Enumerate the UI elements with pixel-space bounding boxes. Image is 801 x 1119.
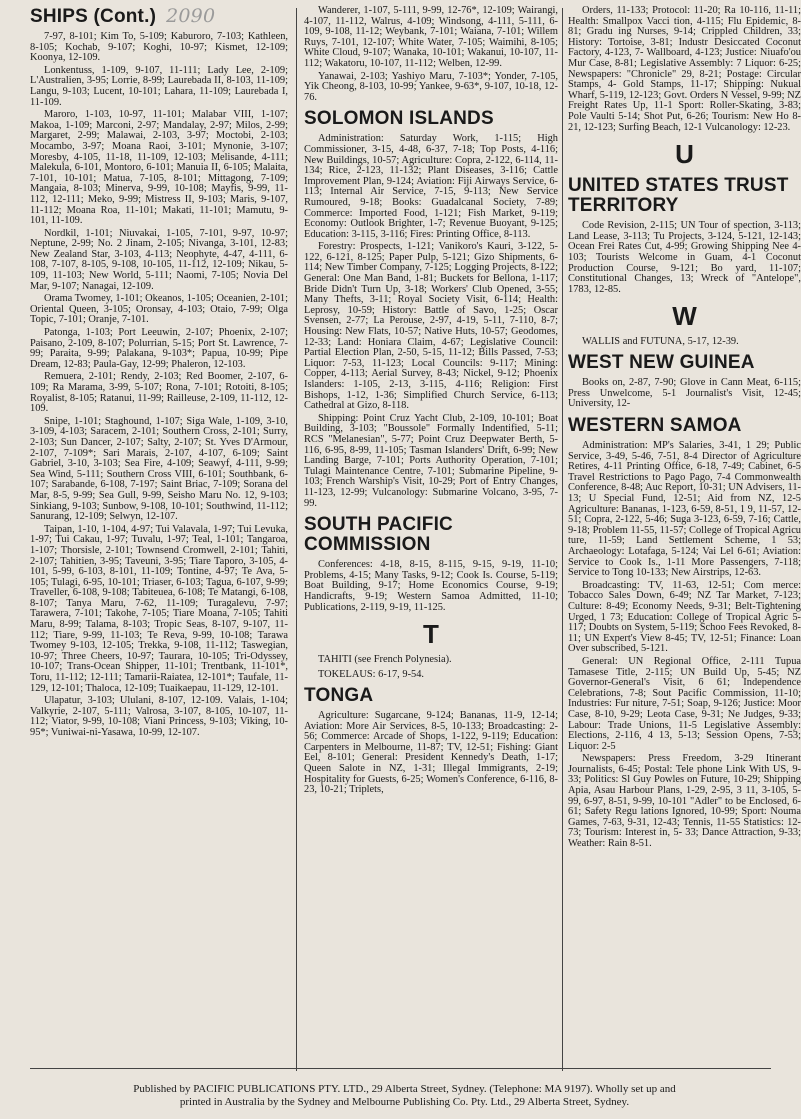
solomon-heading: SOLOMON ISLANDS bbox=[304, 108, 494, 130]
solomon-paragraph: Forestry: Prospects, 1-121; Vanikoro's Kauri, 3-122, 5-122, 6-121, 8-125; Paper Pulp, 5-121; Gizo Shipments, 6-114; New Timber Company, 7-125; Logging Projects, 8-122; General: One Man Band, 1-81; Buckets for Bellona, 1-117; Bride Didn't Turn Up, 3-18; Workers' Club Opened, 3-55; Many Thefts, 3-11; Royal Society Visit, 6-114; Health: Leprosy, 10-59; History: Battle of Savo, 1-25; Oscar Svensen, 2-77; La Perouse, 2-97, 4-19, 5-11, 7-110, 8-7; Housing: New Flats, 10-57; Native Huts, 10-57; Geodomes, 12-33; Land: Honiara Claim, 4-67; Legislative Council: Partial Election Plan, 2-50, 5-15, 11-12; Bills Passed, 7-53; Liquor: 7-53, 11-123; Local Councils: 9-117; Mining: Copper, 4-113; Aerial Survey, 8-43; Nickel, 9-12; Phoenix Islanders: 1-105, 2-13, 3-115, 4-116; Religion: First Bishops, 1-12, 1-36; Simplified Church Service, 6-113; Cathedral at Gizo, 8-118. bbox=[304, 241, 558, 412]
ships-paragraph: Lonkentuss, 1-109, 9-107, 11-111; Lady Lee, 2-109; L'Australien, 3-95; Lorrie, 8-99; Laurebada II, 8-103, 11-109; Langu, 9-103; Lucent, 10-101; Lahara, 11-109; Laurebada I, 11-109. bbox=[30, 64, 288, 108]
solomon-paragraph: Shipping: Point Cruz Yacht Club, 2-109, 10-101; Boat Building, 3-103; "Boussole" Formally Indentified, 5-11; RCS "Melanesian", 5-77; Point Cruz Deepwater Berth, 5-116, 6-95, 8-99, 11-105; Tasman Islanders' Drift, 6-99; New Landing Barge, 7-101; Ports Authority Operation, 7-101; Tulagi Maintenance Centre, 7-101; Submarine Pipeline, 9-103; French Warship's Visit, 10-29; Port of Entry Changes, 11-123, 12-99; Vulcanology: Submarine Volcano, 3-95, 7-99. bbox=[304, 412, 558, 509]
column-divider bbox=[296, 8, 297, 1071]
tahiti-entry: TAHITI (see French Polynesia). bbox=[318, 654, 452, 666]
wsamoa-paragraph: Administration: MP's Salaries, 3-41, 1 29; Public Service, 3-49, 5-46, 7-51, 8-4 Director of Agriculture Retires, 4-11 Printing Office, 6-18, 7-49; Cabinet, 6-5 Travel Restrictions to Pago Pago, 7-4 Commonwealth Conference, 8-48; Auc Report, 10-31; UN Advisers, 11-13; U Special Fund, 12-51; Aid from NZ, 12-5 Agriculture: Bananas, 1-123, 6-59, 8-51, 1 9, 11-57, 12-51; Copra, 2-122, 5-46; Suga 3-123, 6-59, 7-16; Cattle, 9-18; Problem 11-55, 11-57; College of Tropical Agricu ture, 11-59; Land Settlement Scheme, 1 53; Archaeology: Lotafaga, 5-124; Vai Lel 6-61; Aviation: Service to Cook Is., 1-11 More Passengers, 7-118; Service to Tong 10-133; New Airstrips, 12-63. bbox=[568, 440, 801, 579]
ships-paragraph: Ulapatur, 3-103; Ululani, 8-107, 12-109. Valais, 1-104; Valkyrie, 2-107, 5-111; Valrosa, 3-107, 8-105, 10-107, 11-112; Viator, 9-99, 10-108; Viani Princess, 9-103; Viking, 10-95*; Vuniwai-ni-Yasawa, 10-99, 12-107. bbox=[30, 695, 288, 738]
column-3 bbox=[568, 6, 801, 1067]
wsamoa-paragraph: Broadcasting: TV, 11-63, 12-51; Com merce: Tobacco Sales Down, 6-49; NZ Tar Market, 7-123; Culture: 8-49; Economy Needs, 9-31; Belt-Tightening Urged, 1 73; Education: College of Tropical Agric 5-117; Doubts on System, 5-119; Schoo Fees Revoked, 8-11; UN Expert's View 8-45; TV, 12-51; Finance: Loan Over subscribed, 5-121. bbox=[568, 579, 801, 655]
tonga-continued-paragraph: Orders, 11-133; Protocol: 11-20; Ra 10-116, 11-11; Health: Smallpox Vacci tion, 4-115; Flu Epidemic, 8-81; Gradu ing Nurses, 9-14; Crippled Children, 33; History: Tortoise, 3-81; Industr Desiccated Coconut Factory, 4-123, 7- Wallboard, 4-123; Justice: Niuafo'ou Mur Case, 8-81; Legislative Assembly: 7 Liquor: 6-25; Newspapers: "Chronicle" 29, 8-21; Postage: Circular Stamps, 4- Gold Stamps, 11-17; Shipping: Nukual Wharf, 5-119, 12-123; Govt. Orders N Vessel, 9-99; NZ Freight Rates Up, 11-1 Sport: Roller-Skating, 3-83; Pole Vaulti 5-14; Shot Put, 6-26; Tourism: New Ho 8-21, 12-123; Surfing Beach, 12-1 Vulcanology: 12-23. bbox=[568, 6, 801, 133]
letter-w-divider: W bbox=[672, 301, 697, 332]
ships-paragraph: Taipan, 1-10, 1-104, 4-97; Tui Valavala, 1-97; Tui Levuka, 1-97; Tui Cakau, 1-97; Tuvalu, 1-97; Teal, 1-101; Tangaroa, 1-107; Thorsisle, 2-101; Townsend Cromwell, 2-101; Tahiti, 2-107; Tahitien, 3-95; Taveuni, 3-95; Tiare Taporo, 3-105, 4-101, 5-99, 6-103, 8-101, 11-109; Tontine, 4-97; Te Ava, 5-105; Tulagi, 6-95, 10-101; Triaser, 6-103; Tagua, 6-107, 9-99; Traveller, 6-108, 9-108; Tabiteuea, 6-108; Te Matangi, 6-108, 8-107; Tanya Maru, 7-62, 11-109; Turagalevu, 7-97; Tarawera, 7-101; Takohe, 7-105; Tiare Moana, 7-105; Tahiti Maru, 8-99; Talama, 8-103; Tropic Seas, 8-107, 9-107, 11-112; Tiare, 9-99, 11-103; Te Reva, 9-99, 10-108; Tarawa Twomey 9-103, 12-105; Trekka, 9-108, 11-112; Taswegian, 10-97; Three Cheers, 10-97; Taurara, 10-105; Tri-Odyssey, 10-107; Trans-Ocean Shipper, 11-101; Trentbank, 11-101*, Toru, 11-112; 12-111; Tamarii-Raiatea, 12-101*; Taufale, 11-129, 12-101; Thaloca, 12-109; Tuaikaepau, 11-129, 12-101. bbox=[30, 523, 288, 694]
wsamoa-paragraph: General: UN Regional Office, 2-111 Tupua Tamasese Title, 2-115; UN Build Up, 5-45; NZ Governor-General's Visit, 6 61; Independence Celebrations, 7-8; Sout Pacific Commission, 11-10; Industries: Fur niture, 7-51; Soap, 9-126; Justice: Moor Case, 8-10, 9-29; Leota Case, 9-31; Ne Judges, 9-33; Labour: Trade Unions, 11-5 Legislative Assembly: Elections, 2-116, 4 13, 5-13; Session Opens, 7-53; Liquor: 2-5 bbox=[568, 655, 801, 752]
handwritten-note: 2090 bbox=[166, 6, 216, 27]
column-2 bbox=[304, 6, 558, 1067]
wallis-entry: WALLIS and FUTUNA, 5-17, 12-39. bbox=[582, 336, 739, 348]
ships-paragraph: Maroro, 1-103, 10-97, 11-101; Malabar VIII, 1-107; Makoa, 1-109; Marconi, 2-97; Mandalay, 2-97; Milos, 2-99; Margaret, 2-99; Malawai, 2-103, 3-97; Moctobi, 2-103; Mocambo, 3-97; Moana Raoi, 3-101; Mynonie, 3-107; Moresby, 4-105, 11-18, 11-109, 12-103; Melisande, 4-111; Malekula, 6-101, Montoro, 6-101; Manuia II, 6-105; Malaita, 7-101, 10-101; Matua, 7-105, 8-101; Mittagong, 7-109; Mangaia, 8-103; Minerva, 9-99, 10-108; Mayfis, 9-99, 11-112, 12-111; Meko, 9-99; Mistress II, 9-103; Maris, 9-107, 11-112; Moana Roa, 11-101; Makati, 11-101; Mamutu, 9-101, 11-109. bbox=[30, 109, 288, 227]
publisher-footer bbox=[38, 1083, 771, 1109]
column-1 bbox=[30, 6, 288, 1067]
wsamoa-paragraph: Newspapers: Press Freedom, 3-29 Itinerant Journalists, 6-45; Postal: Tele phone Link With US, 9-33; Politics: Sl Guy Powles on Future, 10-29; Shipping Apia, Asau Harbour Plans, 1-29, 2-95, 3 11, 3-105, 5-99, 6-97, 8-51, 9-99, 10-101 "Adler" to be Enclosed, 6-61; Safety Regu lations Ignored, 10-99; Sport: Nouma Games, 7-63, 9-31, 12-43; Tennis, 11-55 Statistics: 12-73; Tourism: Interest in, 5- 33; Dance Attraction, 9-33; Weather: Rain 8-51. bbox=[568, 753, 801, 850]
wsamoa-heading: WESTERN SAMOA bbox=[568, 415, 742, 437]
tokelaus-entry: TOKELAUS: 6-17, 9-54. bbox=[318, 669, 425, 681]
footer-line-1: Published by PACIFIC PUBLICATIONS PTY. LTD., 29 Alberta Street, Sydney. (Telephone: MA 9197). Wholly set up and bbox=[133, 1083, 676, 1095]
ships-heading: SHIPS (Cont.) bbox=[30, 6, 157, 27]
tonga-paragraph: Agriculture: Sugarcane, 9-124; Bananas, 11-9, 12-14; Aviation: More Air Services, 8-5, 10-133; Broadcasting: 2-56; Commerce: Arcade of Shops, 1-122, 9-119; Education: Carpenters in Melbourne, 11-87; TV, 12-51; Fishing: Giant Eel, 8-101; General: President Kennedy's Death, 1-17; Queen Salote in NZ, 1-31; Illegal Immigrants, 2-19; Hospitality for Guests, 6-25; Women's Conference, 6-116, 8-23, 10-21; Triplets, bbox=[304, 710, 558, 796]
wng-heading: WEST NEW GUINEA bbox=[568, 352, 755, 374]
tonga-heading: TONGA bbox=[304, 685, 374, 707]
ustt-paragraph: Code Revision, 2-115; UN Tour of spection, 3-113; Land Lease, 3-113; Tu Projects, 3-124, 5-121, 12-143; Ocean Frei Rates Cut, 4-99; Growing Shipping Nee 4-103; Tourists Welcome in Guam, 4-1 Coconut Production Course, 9-121; Bo yard, 11-107; Constitutional Changes, 13; Wreck of "Antelope", 1783, 12-85. bbox=[568, 220, 801, 295]
letter-t-divider: T bbox=[423, 619, 439, 650]
ships-w-paragraph: Wanderer, 1-107, 5-111, 9-99, 12-76*, 12-109; Wairangi, 4-107, 11-112, Walrus, 4-109; Windsong, 4-111, 5-111, 6-109, 9-108, 11-12; Weybank, 7-101; Waiana, 7-101; Willem Ruys, 7-101, 12-107; White Water, 7-105; Waimihi, 8-105; White Cloud, 9-107; Wanaka, 10-101; Wakanui, 10-107, 11-112; Wakatoru, 10-107, 11-112; Welben, 12-99. bbox=[304, 6, 558, 69]
ships-heading-row bbox=[30, 6, 288, 27]
ships-paragraph: Orama Twomey, 1-101; Okeanos, 1-105; Oceanien, 2-101; Oriental Queen, 3-105; Oronsay, 4-103; Otaio, 7-99; Olga Topic, 7-101; Oranje, 7-101. bbox=[30, 293, 288, 326]
ships-paragraph: Remuera, 2-101; Rendy, 2-103; Red Boomer, 2-107, 6-109; Ra Marama, 3-99, 5-107; Rona, 7-101; Rotoiti, 8-105; Royalist, 8-105; Ratanui, 11-99; Railleuse, 2-109, 11-112, 12-109. bbox=[30, 371, 288, 415]
ustt-heading: UNITED STATES TRUST TERRITORY bbox=[568, 175, 789, 217]
ships-paragraph: Patonga, 1-103; Port Leeuwin, 2-107; Phoenix, 2-107; Paisano, 2-109, 8-107; Polurrian, 5-15; Port St. Lawrence, 7-99; Paraita, 9-99; Palakana, 9-103*; Papua, 10-99; Pipe Dream, 12-83; Paula-Gay, 12-99; Phaleron, 12-103. bbox=[30, 327, 288, 370]
ships-paragraph: 7-97, 8-101; Kim To, 5-109; Kaburoro, 7-103; Kathleen, 8-105; Kochab, 9-107; Koghi, 10-97; Kismet, 12-109; Koonya, 12-109. bbox=[30, 31, 288, 64]
ships-paragraph: Snipe, 1-101; Staghound, 1-107; Siga Wale, 1-109, 3-10, 3-109, 4-103; Saracem, 2-101; Southern Cross, 2-101; Surry, 2-103; Sun Dancer, 2-107; Salty, 2-107; St. Yves D'Armour, 2-107, 7-109*; Sari Marais, 2-107, 4-107, 6-109; Saint Gabriel, 3-10, 3-103; Sea Fire, 4-109; Seawyf, 4-111, 9-99; Sea Wind, 5-111; Southern Cross VIII, 6-101; Southbank, 6-107; Sarabande, 6-108, 7-197; Saint Briac, 7-109; Sorana del Mar, 8-5, 9-99; Sea Gull, 9-99, Seisho Maru No. 12, 9-103; Sinkiang, 9-103; Sunbow, 9-108, 10-101; Southwind, 11-112; Sanurang, 12-109; Selwyn, 12-107. bbox=[30, 415, 288, 523]
wng-paragraph: Books on, 2-87, 7-90; Glove in Cann Meat, 6-115; Press Unwelcome, 5-1 Journalist's Visit, 12-45; University, 12- bbox=[568, 377, 801, 410]
ships-y-paragraph: Yanawai, 2-103; Yashiyo Maru, 7-103*; Yonder, 7-105, Yik Cheong, 8-103, 10-99; Yankee, 9-63*, 9-107, 10-18, 12-76. bbox=[304, 70, 558, 103]
ships-paragraph: Nordkil, 1-101; Niuvakai, 1-105, 7-101, 9-97, 10-97; Neptune, 2-99; No. 2 Jinam, 2-105; Nivanga, 3-101, 12-83; New Zealand Star, 3-103, 4-113; Neophyte, 4-47, 4-111, 6-108, 7-107, 8-105, 9-108, 10-105, 11-112, 12-109; Nikau, 5-109, 11-103; New World, 5-111; Naomi, 7-105; Novia Del Mar, 9-107; Nanagai, 12-109. bbox=[30, 227, 288, 292]
column-divider bbox=[562, 8, 563, 1071]
spc-paragraph: Conferences: 4-18, 8-15, 8-115, 9-15, 9-19, 11-10; Problems, 4-15; Many Tasks, 9-12; Cook Is. Course, 5-119; Boat Building, 9-17; Home Economics Course, 9-19; Handicrafts, 9-19; Western Samoa Admitted, 11-10; Publications, 2-119, 9-19, 11-125. bbox=[304, 559, 558, 613]
spc-heading: SOUTH PACIFIC COMMISSION bbox=[304, 514, 453, 556]
footer-line-2: printed in Australia by the Sydney and Melbourne Publishing Co. Pty. Ltd., 29 Alberta Street, Sydney. bbox=[179, 1096, 630, 1108]
letter-u-divider: U bbox=[675, 139, 694, 170]
footer-rule bbox=[30, 1068, 771, 1069]
solomon-paragraph: Administration: Saturday Work, 1-115; High Commissioner, 3-15, 4-48, 6-37, 7-18; Top Posts, 4-116; New Buildings, 10-57; Agriculture: Copra, 2-122, 6-114, 11-134; Rice, 2-123, 11-132; Plant Diseases, 3-116; Cattle Improvement Plan, 9-124; Aviation: Fiji Airways Service, 6-113; Internal Air Service, 7-15, 9-113; New Service Rumoured, 9-18; Books: Guadalcanal Society, 7-89; Commerce: Imported Food, 1-121; Fish Market, 9-119; Economy: Outlook Brighter, 1-7; Revenue Buoyant, 9-125; Education: 3-115, 3-116; Fires: Printing Office, 8-113. bbox=[304, 133, 558, 240]
